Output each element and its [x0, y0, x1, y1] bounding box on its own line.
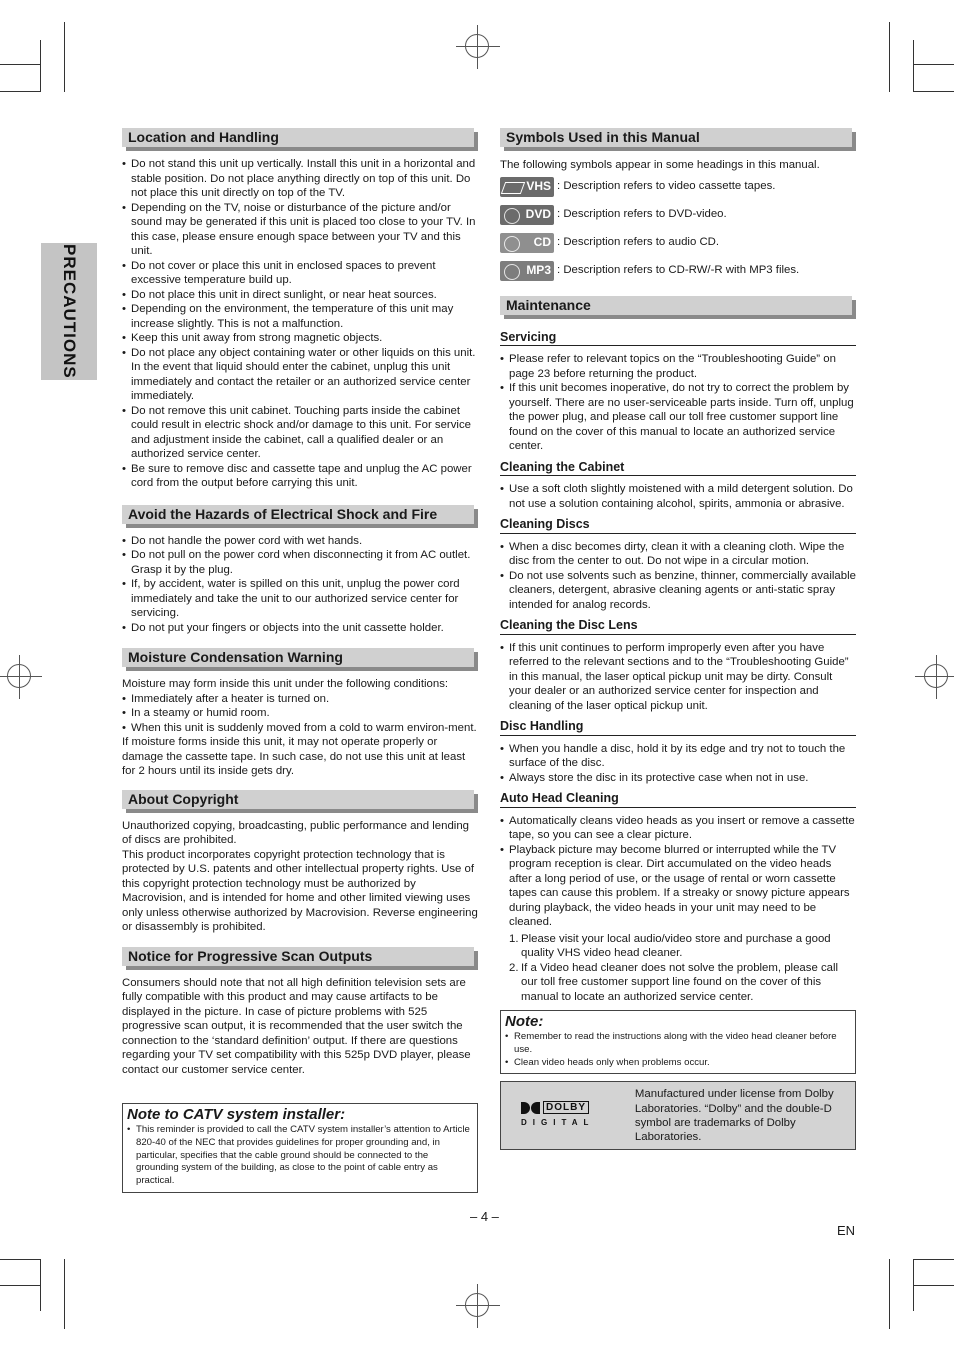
crop-mark [914, 91, 954, 92]
servicing-list [500, 352, 856, 454]
symbols-intro: The following symbols appear in some headings in this manual. [500, 159, 820, 171]
list-item: 2. If a Video head cleaner does not solve the problem, please call our toll free customer support line found on the cover of this manual to locate an authorized service center. [509, 961, 839, 1003]
list-item: • Do not cover or place this unit in enclosed spaces to prevent excessive temperature build up. [122, 259, 478, 288]
catv-note-list [127, 1124, 473, 1188]
moisture-intro: Moisture may form inside this unit under the following conditions: [122, 678, 449, 690]
subheader-auto-head-cleaning: Auto Head Cleaning [500, 791, 856, 808]
section-header-location: Location and Handling [122, 128, 474, 147]
lens-list [500, 641, 856, 714]
left-column [122, 128, 478, 1193]
list-item: • Do not handle the power cord with wet hands. [122, 534, 478, 549]
crop-mark [40, 40, 41, 92]
copyright-paragraph: Unauthorized copying, broadcasting, public performance and lending of discs are prohibited. [122, 819, 470, 846]
section-side-tab [41, 243, 97, 380]
crop-mark [913, 1259, 914, 1311]
crop-mark [0, 64, 40, 65]
dolby-license-box [500, 1081, 856, 1150]
copyright-paragraph: This product incorporates copyright protection technology that is protected by U.S. patents and other intellectual property rights. Use of this copyright protection technology must be authorized by Macrovision, and is intended for home and other limited viewing uses only unless otherwise authorized by Macrovision. Reverse engineering or disassembly is prohibited. [122, 848, 478, 933]
list-item: • Do not pull on the power cord when disconnecting it from AC outlet. Grasp it by the plug. [122, 548, 478, 577]
catv-note-box [122, 1103, 478, 1193]
language-code: EN [837, 1223, 856, 1238]
subheader-cleaning-discs: Cleaning Discs [500, 517, 856, 534]
cabinet-list [500, 482, 856, 511]
symbol-description: : Description refers to CD-RW/-R with MP3 files. [557, 264, 800, 277]
section-header-moisture: Moisture Condensation Warning [122, 648, 474, 667]
list-item: • Do not use solvents such as benzine, thinner, commercially available cleaners, detergent, abrasive cleaning agents or anti-static spray intended for analog records. [500, 569, 856, 613]
list-item: • Playback picture may become blurred or interrupted while the TV program reception is clear. Dirt accumulated on the video heads after a long period of use, or the usage of rental or worn cassette tapes can cause this problem. If a streaky or snowy picture appears during playback, the video heads in your unit may need to be cleaned. [500, 843, 856, 930]
list-item: • Do not place this unit in direct sunlight, or near heat sources. [122, 288, 478, 303]
dolby-license-text: Manufactured under license from Dolby Laboratories. “Dolby” and the double-D symbol are trademarks of Dolby Laboratories. [634, 1088, 834, 1143]
list-item: • If this unit becomes inoperative, do not try to correct the problem by yourself. There are no user-serviceable parts inside. Turn off, unplug the power plug, and please call our toll free customer support line found on the cover of this manual to locate an authorized service center. [500, 381, 856, 454]
subheader-cleaning-lens: Cleaning the Disc Lens [500, 618, 856, 635]
registration-mark [7, 664, 31, 688]
list-item: • Clean video heads only when problems occur. [505, 1057, 851, 1070]
list-item: • Please refer to relevant topics on the “Troubleshooting Guide” on page 23 before returning the product. [500, 352, 856, 381]
section-header-copyright: About Copyright [122, 790, 474, 809]
location-list [122, 157, 478, 491]
crop-mark [913, 40, 914, 92]
moisture-outro: If moisture forms inside this unit, it may not operate properly or damage the cassette tape. In such case, do not use this unit at least for 2 hours until its inside gets dry. [122, 736, 466, 777]
crop-mark [40, 1259, 41, 1311]
head-steps [500, 932, 856, 1005]
dvd-icon: DVD [500, 205, 554, 225]
symbol-description: : Description refers to audio CD. [557, 236, 720, 249]
mp3-icon: MP3 [500, 261, 554, 281]
list-item: • In a steamy or humid room. [122, 706, 478, 721]
symbol-row-mp3 [500, 260, 856, 282]
crop-mark [0, 91, 40, 92]
list-item: • Automatically cleans video heads as you insert or remove a cassette tape, so you can see a clear picture. [500, 814, 856, 843]
progressive-body: Consumers should note that not all high definition television sets are fully compatible with this product and may cause artifacts to be displayed in the picture. In case of picture problems with 525 progressive scan output, it is recommended that the user switch the connection to the ‘standard definition’ output. If there are questions regarding your TV set compatibility with this 525p DVD player, please contact our customer service center. [122, 976, 471, 1076]
vhs-icon: VHS [500, 177, 554, 197]
crop-mark [0, 1259, 40, 1260]
dolby-logo-word: DOLBY [543, 1101, 589, 1114]
crop-mark [914, 1259, 954, 1260]
list-item: 1. Please visit your local audio/video store and purchase a good quality VHS video head cleaner. [509, 932, 831, 959]
cd-icon: CD [500, 233, 554, 253]
list-item: • Do not remove this unit cabinet. Touching parts inside the cabinet could result in electric shock and/or damage to this unit. For service and adjustment inside the cabinet, call a qualified dealer or an authorized service center. [122, 404, 478, 462]
list-item: • Use a soft cloth slightly moistened with a mild detergent solution. Do not use a solution containing alcohol, spirits, ammonia or abrasive. [500, 482, 856, 511]
list-item: • Remember to read the instructions along with the video head cleaner before use. [505, 1031, 851, 1057]
list-item: • Do not stand this unit up vertically. Install this unit in a horizontal and stable position. Do not place anything directly on top of this unit. Do not place this unit directly on top of the TV. [122, 157, 478, 201]
subheader-cleaning-cabinet: Cleaning the Cabinet [500, 460, 856, 477]
crop-mark [64, 1259, 65, 1329]
crop-mark [64, 22, 65, 92]
crop-mark [914, 1285, 954, 1286]
symbol-row-vhs [500, 176, 856, 198]
crop-mark [0, 1285, 40, 1286]
list-item: • This reminder is provided to call the CATV system installer’s attention to Article 820-40 of the NEC that provides guidelines for proper grounding and, in particular, specifies that the cable ground should be connected to the grounding system of the building, as close to the point of cable entry as practical. [127, 1124, 473, 1188]
crop-mark [889, 1259, 890, 1329]
list-item: • Do not place any object containing water or other liquids on this unit. In the event that liquid should enter the cabinet, unplug this unit immediately and contact the retailer or an authorized service center immediately. [122, 346, 478, 404]
symbol-description: : Description refers to DVD-video. [557, 208, 727, 221]
list-item: • When a disc becomes dirty, clean it with a cleaning cloth. Wipe the disc from the center to out. Do not wipe in a circular motion. [500, 540, 856, 569]
dolby-logo-sub: DIGITAL [521, 1118, 595, 1128]
section-header-symbols: Symbols Used in this Manual [500, 128, 852, 147]
section-header-hazards: Avoid the Hazards of Electrical Shock and Fire [122, 505, 474, 524]
discs-list [500, 540, 856, 613]
crop-mark [914, 64, 954, 65]
subheader-disc-handling: Disc Handling [500, 719, 856, 736]
registration-mark [465, 1293, 489, 1317]
double-d-icon [521, 1102, 541, 1114]
registration-mark [924, 664, 948, 688]
list-item: • When you handle a disc, hold it by its edge and try not to touch the surface of the disc. [500, 742, 856, 771]
section-header-progressive: Notice for Progressive Scan Outputs [122, 947, 474, 966]
handling-list [500, 742, 856, 786]
head-list [500, 814, 856, 930]
list-item: • Depending on the TV, noise or disturbance of the picture and/or sound may be generated if this unit is placed too close to your TV. In this case, please ensure enough space between your TV and this unit. [122, 201, 478, 259]
list-item: • Always store the disc in its protective case when not in use. [500, 771, 856, 786]
page-number: – 4 – [470, 1209, 499, 1224]
moisture-list [122, 692, 478, 736]
section-header-maintenance: Maintenance [500, 296, 852, 315]
list-item: • Be sure to remove disc and cassette tape and unplug the AC power cord from the output before carrying this unit. [122, 462, 478, 491]
list-item: • Depending on the environment, the temperature of this unit may increase slightly. This is not a malfunction. [122, 302, 478, 331]
dolby-digital-logo [521, 1101, 615, 1131]
crop-mark [889, 22, 890, 92]
note-title: Note: [505, 1013, 544, 1030]
symbol-row-cd [500, 232, 856, 254]
note-list [505, 1031, 851, 1069]
list-item: • When this unit is suddenly moved from a cold to warm environ-ment. [122, 721, 478, 736]
list-item: • Keep this unit away from strong magnetic objects. [122, 331, 478, 346]
note-box [500, 1010, 856, 1074]
hazards-list [122, 534, 478, 636]
right-column [500, 128, 856, 1150]
symbol-row-dvd [500, 204, 856, 226]
symbol-description: : Description refers to video cassette tapes. [557, 180, 776, 193]
side-tab-label: PRECAUTIONS [60, 244, 79, 379]
list-item: • Do not put your fingers or objects into the unit cassette holder. [122, 621, 478, 636]
list-item: • If this unit continues to perform improperly even after you have referred to the relevant sections and to the “Troubleshooting Guide” in this manual, the laser optical pickup unit may be dirty. Consult your dealer or an authorized service center for inspection and cleaning of the laser optical pickup unit. [500, 641, 856, 714]
subheader-servicing: Servicing [500, 330, 856, 347]
list-item: • If, by accident, water is spilled on this unit, unplug the power cord immediately and take the unit to our authorized service center for servicing. [122, 577, 478, 621]
registration-mark [465, 34, 489, 58]
catv-note-title: Note to CATV system installer: [127, 1106, 346, 1123]
list-item: • Immediately after a heater is turned on. [122, 692, 478, 707]
